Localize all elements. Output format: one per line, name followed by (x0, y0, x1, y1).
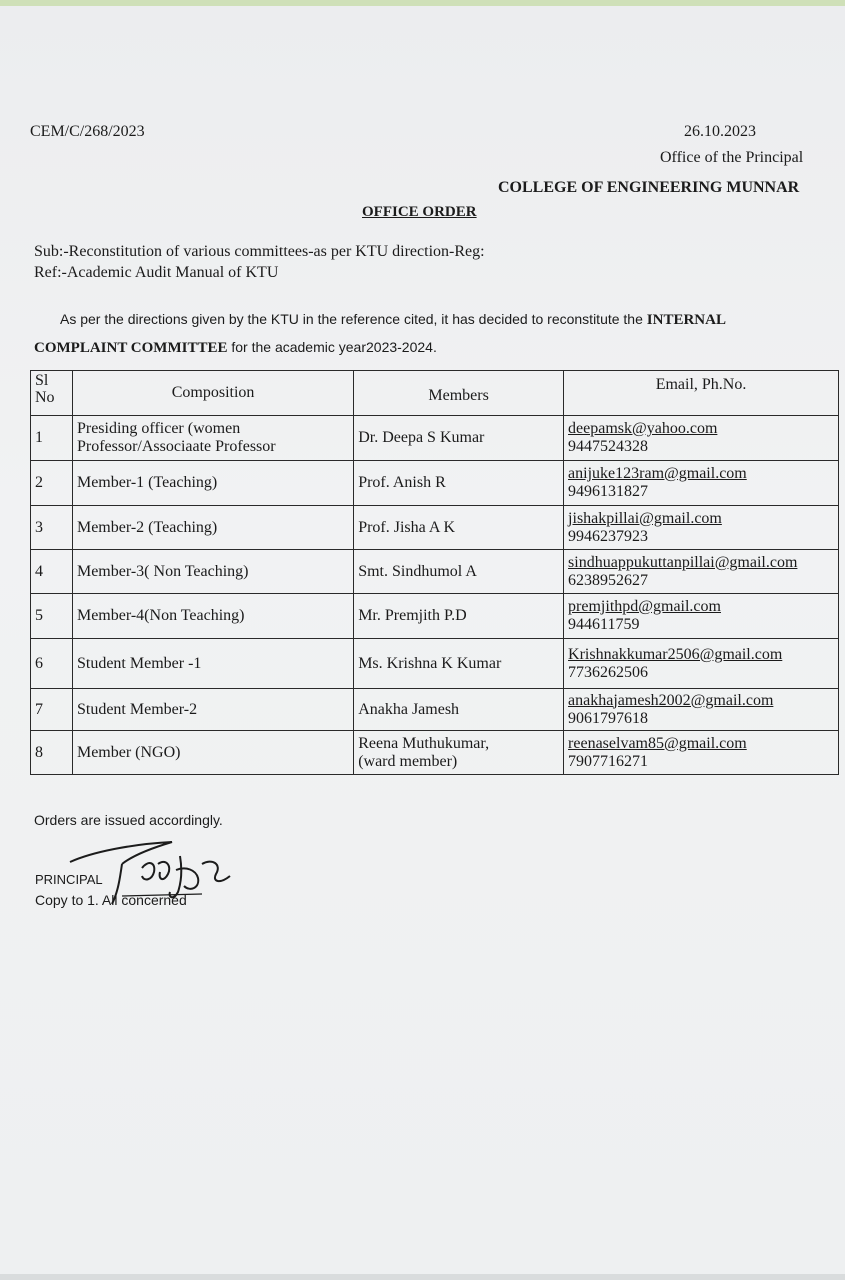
row-sl: 3 (31, 506, 73, 550)
phone-number: 9496131827 (568, 483, 649, 500)
row-sl: 7 (31, 689, 73, 731)
order-date: 26.10.2023 (684, 123, 756, 140)
row-contact (564, 731, 839, 775)
row-composition (72, 639, 353, 689)
row-member (354, 639, 564, 689)
phone-number: 9946237923 (568, 527, 649, 545)
row-contact (564, 639, 839, 689)
table-row (31, 639, 839, 689)
composition-line-1: Member-1 (Teaching) (76, 474, 218, 491)
college-name: COLLEGE OF ENGINEERING MUNNAR (498, 179, 800, 196)
row-sl: 5 (31, 594, 73, 639)
table-row (31, 416, 839, 461)
header-members: Members (354, 371, 564, 416)
email-link[interactable]: anijuke123ram@gmail.com (568, 465, 747, 482)
table-row (31, 731, 839, 775)
row-composition (72, 731, 353, 775)
composition-line-1: Student Member-2 (76, 700, 198, 718)
reference-line: Ref:-Academic Audit Manual of KTU (34, 264, 279, 281)
body-text-2: for the academic year2023-2024. (227, 339, 437, 355)
row-sl: 1 (31, 416, 73, 461)
composition-line-1: Member-4(Non Teaching) (76, 607, 245, 624)
reference-number: CEM/C/268/2023 (30, 123, 145, 140)
row-member (354, 506, 564, 550)
row-member (354, 416, 564, 461)
table-header-row (31, 371, 839, 416)
document-title: OFFICE ORDER (362, 204, 477, 220)
member-name: Prof. Jisha A K (358, 518, 456, 536)
row-sl: 8 (31, 731, 73, 775)
row-member (354, 731, 564, 775)
row-contact (564, 550, 839, 594)
row-composition (72, 461, 353, 506)
table-row (31, 594, 839, 639)
row-member (354, 689, 564, 731)
row-composition (72, 594, 353, 639)
office-name: Office of the Principal (660, 149, 804, 166)
phone-number: 944611759 (568, 616, 640, 633)
email-link[interactable]: reenaselvam85@gmail.com (568, 734, 747, 752)
committee-name-part-1: INTERNAL (646, 312, 726, 328)
row-composition (72, 416, 353, 461)
orders-issued-text: Orders are issued accordingly. (34, 812, 223, 828)
row-contact (564, 689, 839, 731)
row-contact (564, 506, 839, 550)
composition-line-1: Member-3( Non Teaching) (76, 562, 249, 580)
body-line-2 (34, 339, 437, 357)
phone-number: 7907716271 (568, 752, 649, 770)
copy-to-text: Copy to 1. All concerned (35, 892, 187, 908)
committee-name-part-2: COMPLAINT COMMITTEE (34, 340, 228, 356)
row-contact (564, 461, 839, 506)
composition-line-1: Member (NGO) (76, 743, 181, 761)
body-line-1 (60, 311, 726, 329)
phone-number: 9447524328 (568, 438, 649, 455)
phone-number: 9061797618 (568, 709, 649, 727)
composition-line-1: Member-2 (Teaching) (76, 518, 218, 536)
row-contact (564, 594, 839, 639)
member-name: Prof. Anish R (358, 474, 446, 491)
row-composition (72, 550, 353, 594)
row-member (354, 550, 564, 594)
composition-line-2: Professor/Associaate Professor (76, 438, 276, 455)
email-link[interactable]: Krishnakkumar2506@gmail.com (568, 645, 783, 663)
header-composition: Composition (72, 371, 353, 416)
email-link[interactable]: jishakpillai@gmail.com (568, 509, 722, 527)
committee-table (30, 370, 839, 775)
row-sl: 4 (31, 550, 73, 594)
composition-line-1: Student Member -1 (76, 654, 202, 672)
document-page (0, 6, 845, 1274)
phone-number: 6238952627 (568, 571, 649, 589)
principal-label: PRINCIPAL (35, 872, 103, 887)
email-link[interactable]: premjithpd@gmail.com (568, 598, 721, 615)
row-composition (72, 689, 353, 731)
table-row (31, 689, 839, 731)
subject-line: Sub:-Reconstitution of various committees-as per KTU direction-Reg: (34, 243, 485, 260)
body-text-1: As per the directions given by the KTU in the reference cited, it has decided to reconstitute the (60, 311, 647, 327)
member-name: Ms. Krishna K Kumar (358, 654, 502, 672)
row-composition (72, 506, 353, 550)
row-sl: 6 (31, 639, 73, 689)
email-link[interactable]: anakhajamesh2002@gmail.com (568, 691, 774, 709)
table-row (31, 506, 839, 550)
member-name: Anakha Jamesh (358, 700, 460, 718)
member-note: (ward member) (358, 752, 458, 770)
member-name: Mr. Premjith P.D (358, 607, 467, 624)
header-email: Email, Ph.No. (564, 371, 839, 416)
header-sl-no: Sl No (31, 371, 73, 416)
email-link[interactable]: deepamsk@yahoo.com (568, 420, 718, 437)
member-name: Dr. Deepa S Kumar (358, 429, 485, 446)
member-name: Reena Muthukumar, (358, 734, 490, 752)
member-name: Smt. Sindhumol A (358, 562, 477, 580)
row-member (354, 461, 564, 506)
composition-line-1: Presiding officer (women (76, 420, 241, 437)
row-member (354, 594, 564, 639)
table-row (31, 550, 839, 594)
row-sl: 2 (31, 461, 73, 506)
email-link[interactable]: sindhuappukuttanpillai@gmail.com (568, 553, 798, 571)
phone-number: 7736262506 (568, 663, 649, 681)
table-row (31, 461, 839, 506)
row-contact (564, 416, 839, 461)
